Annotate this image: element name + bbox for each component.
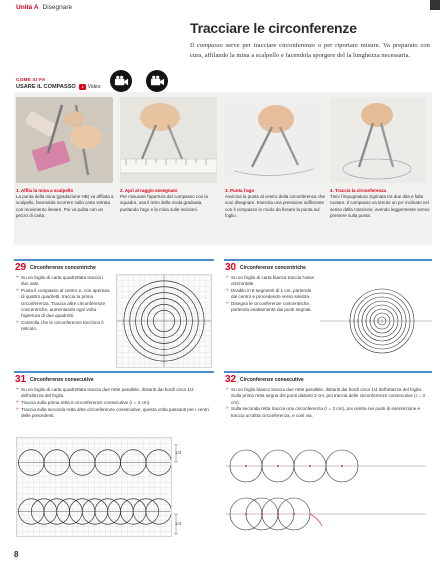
exercise-steps	[226, 275, 316, 314]
page-title: Tracciare le circonferenze	[190, 20, 357, 36]
video-camera-icon[interactable]	[146, 70, 168, 92]
concentric-circles-grid-figure	[116, 274, 212, 368]
exercise-step: » Traccia sulla prima retta 6 circonferenze consecutive (r = 3 cm).	[16, 400, 214, 406]
photo-placing-needle	[224, 97, 321, 183]
exercise-number: 31	[15, 374, 27, 385]
step-text: Tieni l'impugnatura zigrinata tra due dita e falla ruotare. Il compasso va tenuto un po' inclinato nel senso della rotazione, avendo leggermente senso premere sulla punta.	[330, 194, 430, 218]
section-rule	[14, 371, 214, 373]
unit-topic: Disegnare	[42, 4, 73, 11]
section-heading	[16, 84, 100, 90]
section-rule	[224, 371, 432, 373]
video-camera-icon[interactable]	[110, 70, 132, 92]
quarter-label: 1/4	[175, 521, 182, 526]
step-1	[16, 188, 116, 219]
step-title: 2. Apri al raggio assegnato	[120, 188, 178, 193]
exercise-step: » Traccia sulla seconda retta altre circonferenze consecutive, questa volta passanti per i centri delle precedenti.	[16, 407, 214, 420]
photo-drawing-circle	[329, 97, 426, 183]
concentric-circles-axis-figure	[320, 274, 432, 368]
exercise-title: Circonferenze concentriche	[30, 265, 96, 271]
exercise-step: » Sulla seconda retta traccia una circonferenza (r = 3 cm), poi centra nei punti di intersezione e traccia un'altra circonferenza, e così via.	[226, 406, 432, 419]
exercise-step: » Su un foglio di carta quadrettata traccia due rette parallele, distanti dai bordi circa 1/4 dell'altezza del foglio.	[16, 387, 214, 400]
consecutive-circles-figure	[226, 444, 426, 536]
section-heading-text: USARE IL COMPASSO	[16, 84, 76, 90]
exercise-steps	[16, 387, 214, 420]
step-title: 1. Affila la mina a scalpello	[16, 188, 74, 193]
exercise-step: » Su un foglio bianco traccia due rette parallele, distanti dai bordi circa 1/4 dell'altezza del foglio. Sulla prima retta segna dei punti distanti 3 cm, poi traccia delle circonferenze consecutive (r = 3 cm).	[226, 387, 432, 406]
exercise-step: » Su un foglio di carta bianca traccia l'asse orizzontale.	[226, 275, 316, 288]
section-rule	[14, 259, 214, 261]
video-label: Video	[87, 84, 101, 90]
exercise-title: Circonferenze consecutive	[240, 377, 304, 383]
exercise-step: » Punta il compasso al centro e, con apertura di quattro quadretti, traccia la prima circonferenza. Traccia altre circonferenze concentriche, aumentando ogni volta l'apertura di due quadretti.	[16, 288, 112, 319]
step-title: 4. Traccia la circonferenza	[330, 188, 387, 193]
video-link[interactable]	[79, 84, 101, 90]
section-tag: COME SI FA	[16, 77, 46, 82]
exercise-number: 29	[15, 262, 27, 273]
intro-emphasis: compasso	[196, 42, 223, 49]
step-2	[120, 188, 220, 213]
exercise-steps	[16, 275, 112, 333]
unit-label: Unità A	[16, 4, 39, 11]
photo-setting-radius	[120, 97, 217, 183]
corner-tab	[430, 0, 440, 10]
exercise-step: » Controlla che le circonferenze tocchino il reticolo.	[16, 320, 112, 333]
exercise-title: Circonferenze concentriche	[240, 265, 306, 271]
step-3	[225, 188, 325, 219]
intro-paragraph: Il compasso serve per tracciare circonferenze o per riportare misure. Va preparato con cura, affilando la mina a scalpello e facendola sporgere del la lunghezza necessaria.	[190, 42, 430, 59]
quarter-label: 1/4	[175, 450, 182, 455]
exercise-steps	[226, 387, 432, 419]
quarter-markers	[174, 444, 184, 536]
play-icon	[79, 84, 86, 90]
exercise-step: » Disegna le circonferenze concentriche, partendo esattamente dai punti segnati.	[226, 301, 316, 314]
step-text: La punta della mina (gradazione HB) va affilata a scalpello, facendola scorrere sulla carta vetrata con movimento lineare. Poi va pulita con un pezzo di carta.	[16, 194, 114, 218]
step-text: Per misurare l'apertura del compasso con la squadra, usa il retro della scala graduata, puntando l'ago e la mina sulle incisioni.	[120, 194, 208, 212]
exercise-title: Circonferenze consecutive	[30, 377, 94, 383]
exercise-step: » Dividilo in 9 segmenti di 1 cm, partendo dal centro e procedendo verso sinistra.	[226, 288, 316, 301]
unit-header	[16, 4, 72, 11]
step-4	[330, 188, 430, 219]
exercise-number: 32	[225, 374, 237, 385]
exercise-step: » Su un foglio di carta quadrettata traccia i due assi.	[16, 275, 112, 288]
step-text: Avvicina la punta al centro della circonferenza che vuoi disegnare. Esercita una pressione sufficiente con il compasso in modo da fissare la punta sul foglio.	[225, 194, 325, 218]
exercise-number: 30	[225, 262, 237, 273]
step-title: 3. Punta l'ago	[225, 188, 255, 193]
section-rule	[224, 259, 432, 261]
page-number: 8	[14, 550, 19, 559]
photo-sharpening-lead	[16, 97, 113, 183]
consecutive-circles-grid-figure	[16, 437, 172, 537]
